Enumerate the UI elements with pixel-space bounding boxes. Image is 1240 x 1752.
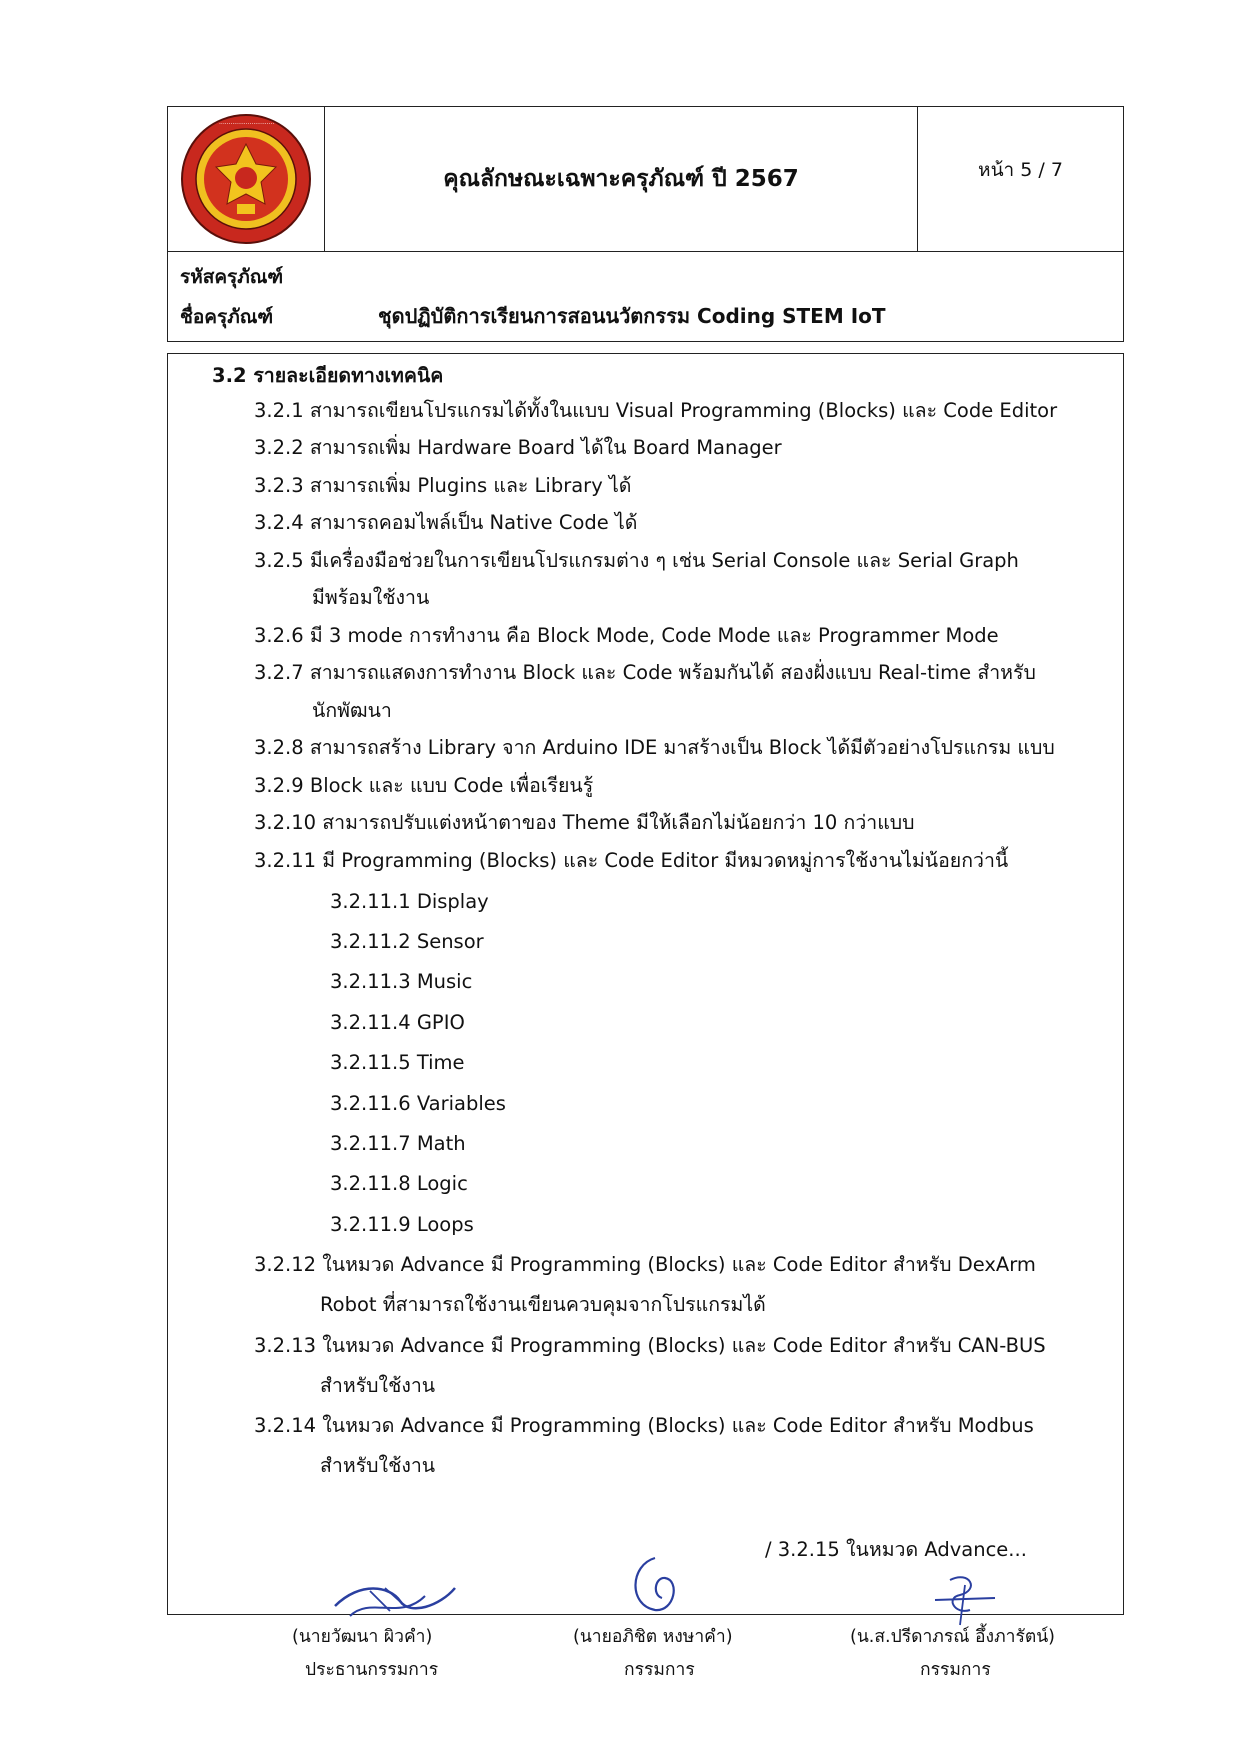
equipment-name-label: ชื่อครุภัณฑ์ [180,306,274,328]
spec-subitem: 3.2.11.9 Loops [330,1213,474,1236]
spec-subitem: 3.2.11.7 Math [330,1132,466,1155]
header-table [167,106,1124,342]
spec-item: 3.2.3 สามารถเพิ่ม Plugins และ Library ได้ [254,474,632,497]
spec-subitem: 3.2.11.6 Variables [330,1092,506,1115]
equipment-code-label: รหัสครุภัณฑ์ [180,266,284,288]
signatory-role: กรรมการ [624,1660,695,1680]
spec-item: 3.2.14 ในหมวด Advance มี Programming (Blocks) และ Code Editor สำหรับ Modbus [254,1414,1034,1437]
continue-note: / 3.2.15 ในหมวด Advance... [765,1538,1027,1561]
signatory-role: ประธานกรรมการ [305,1660,439,1680]
spec-subitem: 3.2.11.2 Sensor [330,930,484,953]
spec-subitem: 3.2.11.5 Time [330,1051,465,1074]
spec-item: 3.2.9 Block และ แบบ Code เพื่อเรียนรู้ [254,774,594,797]
signature-mark [930,1570,1000,1630]
signatory-name: (น.ส.ปรีดาภรณ์ อึ้งภารัตน์) [850,1627,1056,1647]
signature-mark [330,1576,460,1626]
signatory-name: (นายอภิชิต หงษาคำ) [573,1627,733,1647]
spec-subitem: 3.2.11.1 Display [330,890,489,913]
info-row [168,251,1123,341]
spec-item-continuation: นักพัฒนา [312,699,392,722]
spec-item: 3.2.7 สามารถแสดงการทำงาน Block และ Code พร้อมกันได้ สองฝั่งแบบ Real-time สำหรับ [254,661,1036,684]
spec-item: 3.2.2 สามารถเพิ่ม Hardware Board ได้ใน Board Manager [254,436,782,459]
svg-text:·····························: ····························· [219,121,275,128]
spec-item-continuation: Robot ที่สามารถใช้งานเขียนควบคุมจากโปรแกรมได้ [320,1293,766,1316]
spec-item: 3.2.4 สามารถคอมไพล์เป็น Native Code ได้ [254,511,638,534]
spec-item-continuation: สำหรับใช้งาน [320,1454,436,1477]
signatory-role: กรรมการ [920,1660,991,1680]
spec-item: 3.2.12 ในหมวด Advance มี Programming (Blocks) และ Code Editor สำหรับ DexArm [254,1253,1036,1276]
spec-item: 3.2.5 มีเครื่องมือช่วยในการเขียนโปรแกรมต่าง ๆ เช่น Serial Console และ Serial Graph [254,549,1019,572]
spec-item: 3.2.11 มี Programming (Blocks) และ Code Editor มีหมวดหมู่การใช้งานไม่น้อยกว่านี้ [254,849,1009,872]
equipment-name-value: ชุดปฏิบัติการเรียนการสอนนวัตกรรม Coding STEM IoT [378,304,886,328]
spec-item-continuation: มีพร้อมใช้งาน [312,586,430,609]
logo-cell [168,107,325,251]
document-title: คุณลักษณะเฉพาะครุภัณฑ์ ปี 2567 [325,107,918,251]
spec-subitem: 3.2.11.4 GPIO [330,1011,465,1034]
spec-item: 3.2.8 สามารถสร้าง Library จาก Arduino IDE มาสร้างเป็น Block ได้มีตัวอย่างโปรแกรม แบบ [254,736,1055,759]
spec-item-continuation: สำหรับใช้งาน [320,1374,436,1397]
spec-item: 3.2.10 สามารถปรับแต่งหน้าตาของ Theme มีให้เลือกไม่น้อยกว่า 10 กว่าแบบ [254,811,915,834]
spec-item: 3.2.6 มี 3 mode การทำงาน คือ Block Mode, Code Mode และ Programmer Mode [254,624,999,647]
page-number: หน้า 5 / 7 [978,159,1063,181]
spec-item: 3.2.13 ในหมวด Advance มี Programming (Blocks) และ Code Editor สำหรับ CAN-BUS [254,1334,1046,1357]
signature-mark [620,1550,690,1620]
signatory-name: (นายวัฒนา ผิวคำ) [292,1627,433,1647]
spec-subitem: 3.2.11.8 Logic [330,1172,468,1195]
spec-subitem: 3.2.11.3 Music [330,970,473,993]
spec-item: 3.2.1 สามารถเขียนโปรแกรมได้ทั้งในแบบ Visual Programming (Blocks) และ Code Editor [254,399,1058,422]
section-title: 3.2 รายละเอียดทางเทคนิค [212,364,444,387]
vocational-education-seal-icon [179,112,313,246]
